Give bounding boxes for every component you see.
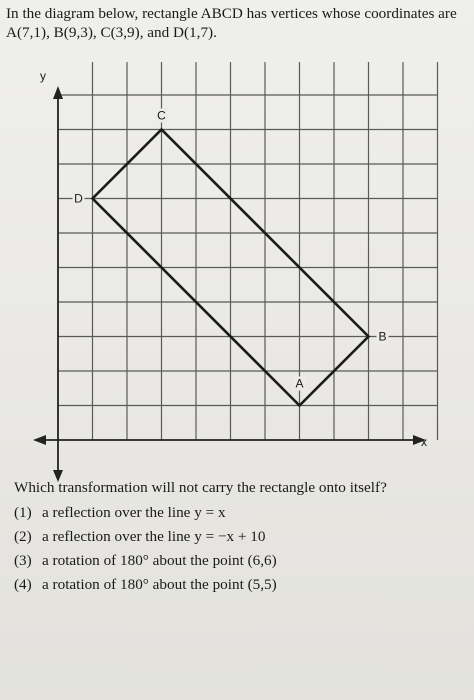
x-axis-label: x — [421, 435, 427, 449]
choice-text: a reflection over the line y = −x + 10 — [42, 528, 266, 545]
vertex-label-a: A — [295, 376, 304, 391]
choice-1[interactable] — [14, 503, 469, 527]
choice-3[interactable] — [14, 551, 469, 575]
choice-number: (1) — [14, 504, 32, 521]
intro-text: In the diagram below, rectangle ABCD has vertices whose coordinates are A(7,1), B(9,3), C(3,9), and D(1,7). — [6, 5, 457, 41]
question — [14, 478, 469, 498]
answer-choices — [14, 503, 469, 599]
choice-2[interactable] — [14, 527, 469, 551]
y-axis-arrow-up — [53, 86, 63, 99]
problem-intro — [6, 4, 468, 42]
choice-text: a rotation of 180° about the point (5,5) — [42, 576, 277, 593]
y-axis-label: y — [40, 69, 46, 83]
question-text: Which transformation will not carry the rectangle onto itself? — [14, 479, 387, 496]
choice-number: (3) — [14, 552, 32, 569]
choice-text: a rotation of 180° about the point (6,6) — [42, 552, 277, 569]
choice-number: (4) — [14, 576, 32, 593]
coordinate-grid-diagram — [30, 62, 450, 482]
choice-4[interactable] — [14, 575, 469, 599]
choice-text: a reflection over the line y = x — [42, 504, 226, 521]
grid-lines — [58, 62, 438, 440]
vertex-label-c: C — [157, 108, 166, 123]
vertex-label-b: B — [378, 329, 387, 344]
x-axis-arrow-left — [33, 435, 46, 445]
vertex-label-d: D — [74, 191, 83, 206]
choice-number: (2) — [14, 528, 32, 545]
